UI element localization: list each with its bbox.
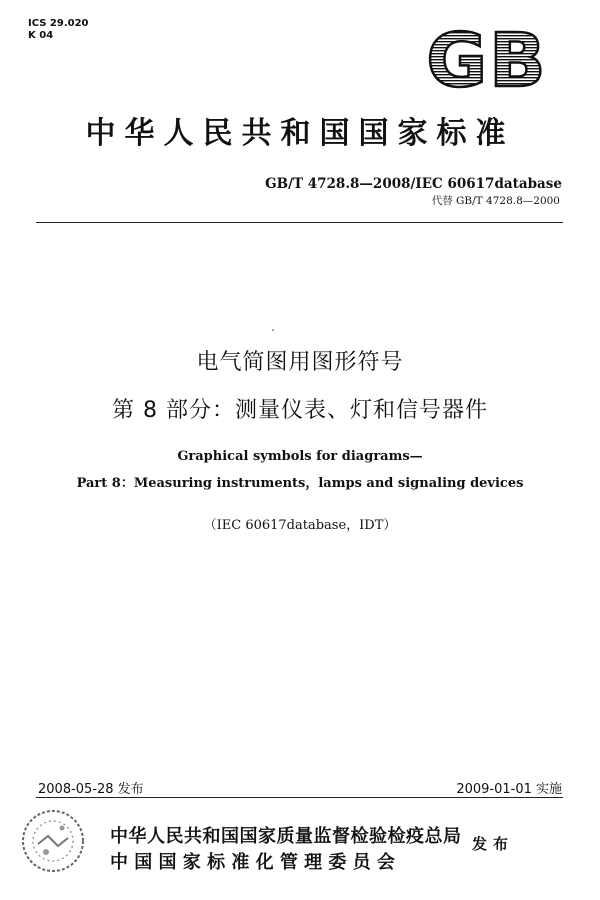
publish-label: 发布 — [472, 835, 515, 853]
bottom-divider — [36, 797, 563, 798]
replaces-note: 代替 GB/T 4728.8—2000 — [431, 195, 560, 207]
standard-number: GB/T 4728.8—2008/IEC 60617database — [265, 176, 562, 192]
center-mark — [272, 329, 274, 331]
gb-logo-text: GB — [426, 26, 548, 92]
implementation-date: 2009-01-01 实施 — [456, 782, 562, 797]
classification-codes — [28, 18, 89, 42]
org-line1: 中华人民共和国国家质量监督检验检疫总局 — [110, 826, 462, 847]
gb-logo — [412, 26, 562, 92]
en-title-line2: Part 8：Measuring instruments，lamps and signaling devices — [76, 476, 524, 491]
adoption-note: （IEC 60617database，IDT） — [203, 518, 397, 533]
official-seal — [18, 806, 88, 876]
zh-title-line2: 第 8 部分：测量仪表、灯和信号器件 — [112, 398, 488, 423]
ics-code: ICS 29.020 — [28, 18, 89, 29]
issue-date: 2008-05-28 发布 — [38, 782, 144, 797]
ccs-code: K 04 — [28, 30, 54, 41]
zh-title-line1: 电气简图用图形符号 — [196, 350, 404, 375]
standard-type: 中华人民共和国国家标准 — [85, 116, 515, 151]
top-divider — [36, 222, 563, 223]
org-line2: 中 国 国 家 标 准 化 管 理 委 员 会 — [110, 852, 395, 873]
en-title-line1: Graphical symbols for diagrams— — [177, 449, 423, 464]
